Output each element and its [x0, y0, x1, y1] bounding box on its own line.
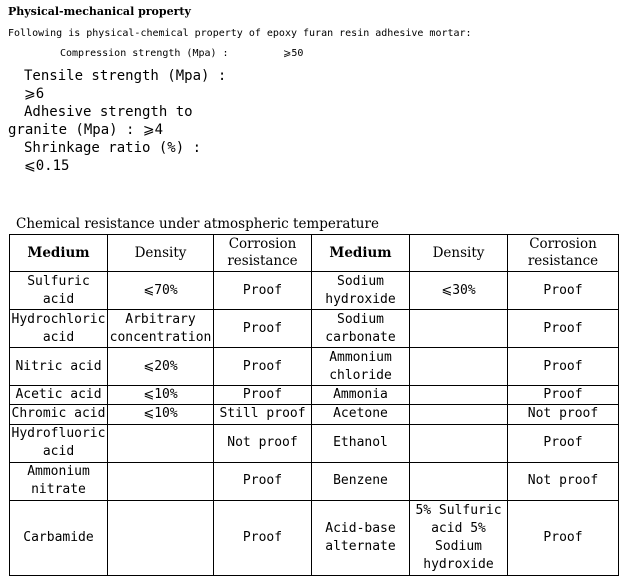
header-corrosion-resistance: Corrosion resistance: [214, 235, 312, 272]
header-density: Density: [108, 235, 214, 272]
table-cell: Not proof: [214, 424, 312, 462]
table-cell: Ethanol: [312, 424, 410, 462]
table-cell: [410, 405, 508, 424]
table-header-row: [10, 235, 619, 272]
table-cell: Acid-base alternate: [312, 500, 410, 575]
table-row: [10, 405, 619, 424]
table-cell: [410, 462, 508, 500]
table-cell: ⩽10%: [108, 386, 214, 405]
header-corrosion-resistance: Corrosion resistance: [508, 235, 619, 272]
table-cell: Acetic acid: [10, 386, 108, 405]
compression-value: ⩾50: [283, 48, 304, 59]
table-cell: Acetone: [312, 405, 410, 424]
table-cell: ⩽30%: [410, 272, 508, 310]
table-cell: Proof: [214, 386, 312, 405]
table-cell: Carbamide: [10, 500, 108, 575]
table-cell: Proof: [508, 500, 619, 575]
tensile-label: Tensile strength (Mpa) :: [24, 68, 227, 84]
chemical-resistance-title: Chemical resistance under atmospheric temperature: [16, 216, 379, 232]
table-cell: Still proof: [214, 405, 312, 424]
table-cell: Proof: [508, 424, 619, 462]
table-cell: [108, 424, 214, 462]
table-cell: [108, 500, 214, 575]
table-cell: Proof: [214, 462, 312, 500]
table-cell: ⩽20%: [108, 348, 214, 386]
table-cell: Proof: [214, 272, 312, 310]
table-cell: Nitric acid: [10, 348, 108, 386]
table-cell: Hydrochloric acid: [10, 310, 108, 348]
table-cell: Arbitrary concentration: [108, 310, 214, 348]
adhesive-label-value: granite (Mpa) : ⩾4: [8, 122, 164, 138]
table-cell: Proof: [214, 348, 312, 386]
table-cell: Hydrofluoric acid: [10, 424, 108, 462]
section-heading: Physical-mechanical property: [8, 5, 191, 18]
compression-label: Compression strength (Mpa) :: [60, 48, 229, 59]
adhesive-label: Adhesive strength to: [24, 104, 193, 120]
header-medium: Medium: [10, 235, 108, 272]
table-row: [10, 500, 619, 575]
table-cell: Not proof: [508, 405, 619, 424]
table-cell: Ammonia: [312, 386, 410, 405]
table-cell: [410, 310, 508, 348]
table-cell: Sodium carbonate: [312, 310, 410, 348]
table-cell: 5% Sulfuric acid 5% Sodium hydroxide: [410, 500, 508, 575]
table-cell: Sulfuric acid: [10, 272, 108, 310]
table-row: [10, 462, 619, 500]
table-cell: Ammonium nitrate: [10, 462, 108, 500]
table-cell: [410, 386, 508, 405]
tensile-value: ⩾6: [24, 86, 45, 102]
shrinkage-label: Shrinkage ratio (%) :: [24, 140, 202, 156]
table-cell: Proof: [508, 310, 619, 348]
table-cell: Sodium hydroxide: [312, 272, 410, 310]
table-cell: [410, 348, 508, 386]
header-density: Density: [410, 235, 508, 272]
table-cell: Proof: [214, 310, 312, 348]
table-cell: Ammonium chloride: [312, 348, 410, 386]
table-cell: Proof: [508, 348, 619, 386]
table-cell: Proof: [214, 500, 312, 575]
table-row: [10, 386, 619, 405]
table-cell: [410, 424, 508, 462]
table-row: [10, 310, 619, 348]
table-cell: Not proof: [508, 462, 619, 500]
chemical-resistance-table: [9, 234, 619, 576]
table-row: [10, 348, 619, 386]
table-cell: Proof: [508, 272, 619, 310]
intro-text: Following is physical-chemical property of epoxy furan resin adhesive mortar:: [8, 28, 472, 39]
header-medium: Medium: [312, 235, 410, 272]
table-cell: ⩽70%: [108, 272, 214, 310]
table-row: [10, 272, 619, 310]
table-cell: ⩽10%: [108, 405, 214, 424]
table-cell: Chromic acid: [10, 405, 108, 424]
table-row: [10, 424, 619, 462]
table-cell: Benzene: [312, 462, 410, 500]
table-cell: [108, 462, 214, 500]
table-cell: Proof: [508, 386, 619, 405]
shrinkage-value: ⩽0.15: [24, 158, 70, 174]
